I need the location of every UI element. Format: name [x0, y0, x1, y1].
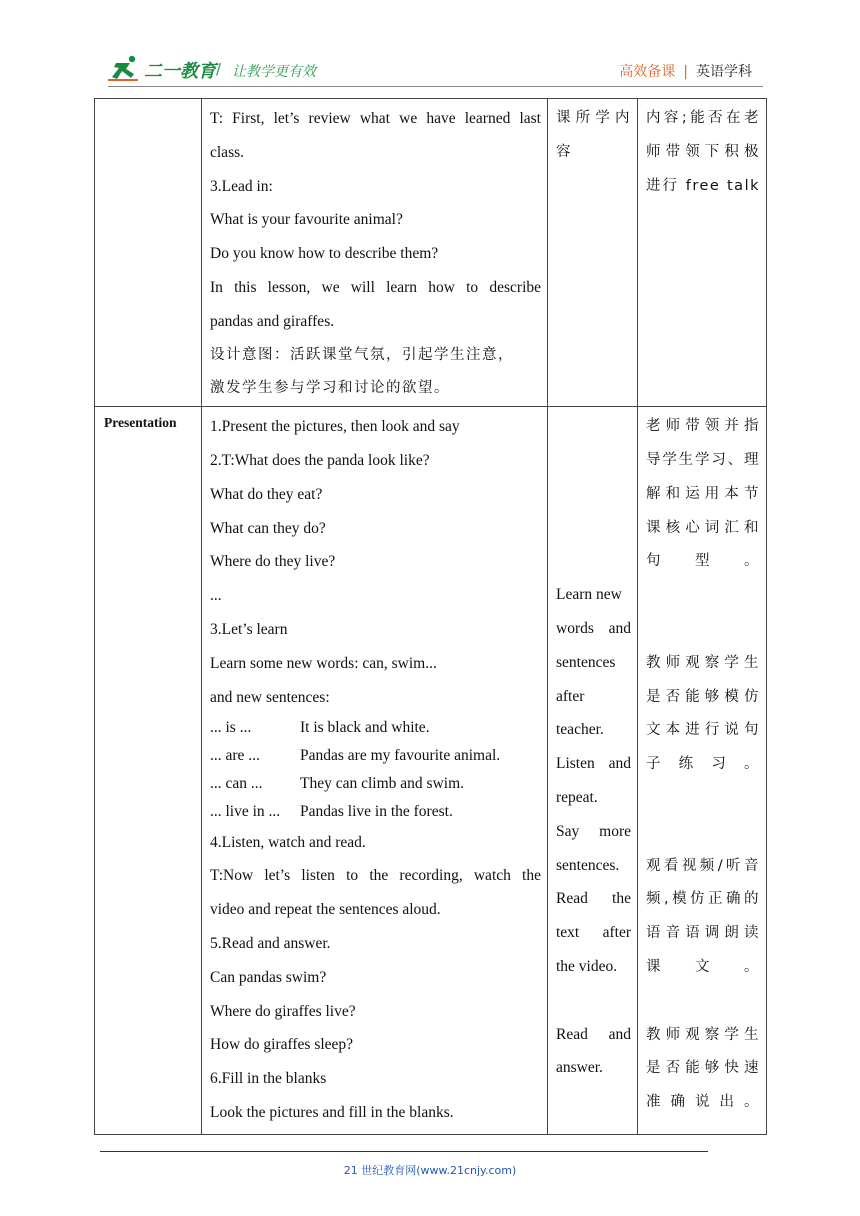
logo-text: 二一教育	[144, 61, 216, 82]
text-line: Where do they live?	[210, 553, 336, 571]
text-line: Learn some new words: can, swim...	[210, 654, 437, 672]
text-line	[646, 579, 760, 613]
text-line: 文本进行说句	[646, 722, 760, 739]
text-line: 导学生学习、理	[646, 451, 760, 468]
text-line: video and repeat the sentences aloud.	[210, 901, 441, 919]
activity-cell	[202, 407, 548, 1135]
text-line: 5.Read and answer.	[210, 934, 331, 952]
text-line: Can pandas swim?	[210, 968, 327, 986]
text-line: 内容;能否在老	[646, 110, 760, 126]
stage-cell	[95, 407, 202, 1135]
text-line: What is your favourite animal?	[210, 211, 403, 229]
text-line: What can they do?	[210, 519, 326, 537]
text-line: T: First, let’s review what we have learned last	[210, 110, 541, 127]
header-separator: |	[683, 64, 688, 80]
text-line: 解和运用本节	[646, 485, 760, 502]
tagline: 让教学更有效	[232, 64, 316, 80]
text-line: Learn new	[556, 586, 622, 604]
text-line: 子练习。	[646, 756, 760, 773]
text-line: text after	[556, 924, 631, 942]
text-line: In this lesson, we will learn how to describe	[210, 278, 541, 296]
eval-text	[638, 99, 766, 203]
text-line: 3.Let’s learn	[210, 620, 288, 638]
example-sentence	[210, 742, 541, 770]
text-line: pandas and giraffes.	[210, 312, 335, 330]
text-line: 设计意图：活跃课堂气氛，引起学生注意，	[210, 346, 514, 363]
example-pattern: ... live in ...	[210, 802, 281, 820]
text-line: Read and	[556, 1025, 631, 1043]
example-text: It is black and white.	[300, 719, 430, 737]
text-line: 准确说出。	[646, 1094, 760, 1111]
text-line: 进行 free talk	[646, 177, 760, 194]
activity-text	[202, 407, 547, 1134]
text-line: 2.T:What does the panda look like?	[210, 451, 430, 469]
text-line	[556, 984, 631, 1018]
eval-cell	[638, 99, 767, 407]
text-line: 4.Listen, watch and read.	[210, 833, 366, 851]
example-text: Pandas are my favourite animal.	[300, 747, 501, 765]
text-line: 容	[556, 143, 572, 160]
text-line: answer.	[556, 1059, 603, 1077]
text-line: sentences	[556, 653, 616, 671]
eval-text	[638, 407, 766, 1120]
text-line: 教师观察学生	[646, 654, 760, 671]
text-line	[646, 816, 760, 850]
text-line: sentences.	[556, 856, 620, 874]
text-line: 6.Fill in the blanks	[210, 1070, 327, 1088]
text-line: T:Now let’s listen to the recording, watch the	[210, 867, 541, 885]
text-line: teacher.	[556, 721, 604, 739]
student-cell	[548, 407, 638, 1135]
header-right	[619, 61, 752, 81]
text-line: 教师观察学生	[646, 1026, 760, 1043]
text-line: repeat.	[556, 788, 598, 806]
text-line: Do you know how to describe them?	[210, 245, 439, 263]
activity-text	[202, 99, 547, 406]
text-line: 频,模仿正确的	[646, 891, 760, 908]
text-line: and new sentences:	[210, 688, 330, 706]
text-line: How do giraffes sleep?	[210, 1036, 354, 1054]
text-line: 激发学生参与学习和讨论的欲望。	[210, 380, 450, 397]
header-tag: 高效备课	[619, 64, 676, 80]
text-line: after	[556, 687, 585, 705]
stage-cell	[95, 99, 202, 407]
runner-logo-icon	[108, 54, 142, 82]
example-sentence	[210, 798, 541, 826]
text-line: 是否能够模仿	[646, 688, 760, 705]
lesson-plan-table	[94, 98, 767, 1135]
student-text	[548, 407, 637, 1085]
text-line: 课文。	[646, 958, 760, 975]
activity-cell	[202, 99, 548, 407]
text-line: 句型。	[646, 553, 760, 570]
page-header	[0, 0, 860, 100]
header-subject: 英语学科	[696, 64, 752, 80]
stage-label: Presentation	[104, 415, 177, 431]
example-pattern: ... can ...	[210, 774, 263, 792]
text-line: ...	[210, 587, 222, 605]
table-row	[95, 407, 767, 1135]
text-line: Read the	[556, 890, 631, 908]
text-line: 老师带领并指	[646, 418, 760, 435]
footer-text: 21 世纪教育网(www.21cnjy.com)	[343, 1164, 517, 1177]
text-line: 课所学内	[556, 110, 631, 126]
text-line: Say more	[556, 822, 631, 840]
example-text: They can climb and swim.	[300, 774, 464, 792]
text-line: 1.Present the pictures, then look and say	[210, 418, 460, 436]
text-line: words and	[556, 619, 631, 637]
example-sentence	[210, 770, 541, 798]
text-line: 课核心词汇和	[646, 519, 760, 536]
example-pattern: ... is ...	[210, 719, 252, 737]
logo-slash: /	[216, 60, 222, 78]
header-rule	[108, 86, 763, 87]
text-line: class.	[210, 143, 245, 161]
text-line: 师带领下积极	[646, 143, 760, 160]
example-text: Pandas live in the forest.	[300, 802, 453, 820]
text-line	[646, 782, 760, 816]
text-line: 是否能够快速	[646, 1060, 760, 1077]
student-cell	[548, 99, 638, 407]
text-line: Look the pictures and fill in the blanks.	[210, 1103, 454, 1121]
text-line: 观看视频/听音	[646, 857, 760, 874]
eval-cell	[638, 407, 767, 1135]
text-line	[646, 985, 760, 1019]
student-text	[548, 99, 637, 170]
example-sentence	[210, 714, 541, 742]
text-line	[646, 613, 760, 647]
example-pattern: ... are ...	[210, 747, 260, 765]
text-line: 语音语调朗读	[646, 925, 760, 942]
text-line: 3.Lead in:	[210, 177, 273, 195]
table-row	[95, 99, 767, 407]
text-line: What do they eat?	[210, 485, 323, 503]
text-line: Listen and	[556, 755, 631, 773]
text-line: Where do giraffes live?	[210, 1002, 356, 1020]
text-line: the video.	[556, 957, 618, 975]
footer-rule	[100, 1151, 708, 1152]
